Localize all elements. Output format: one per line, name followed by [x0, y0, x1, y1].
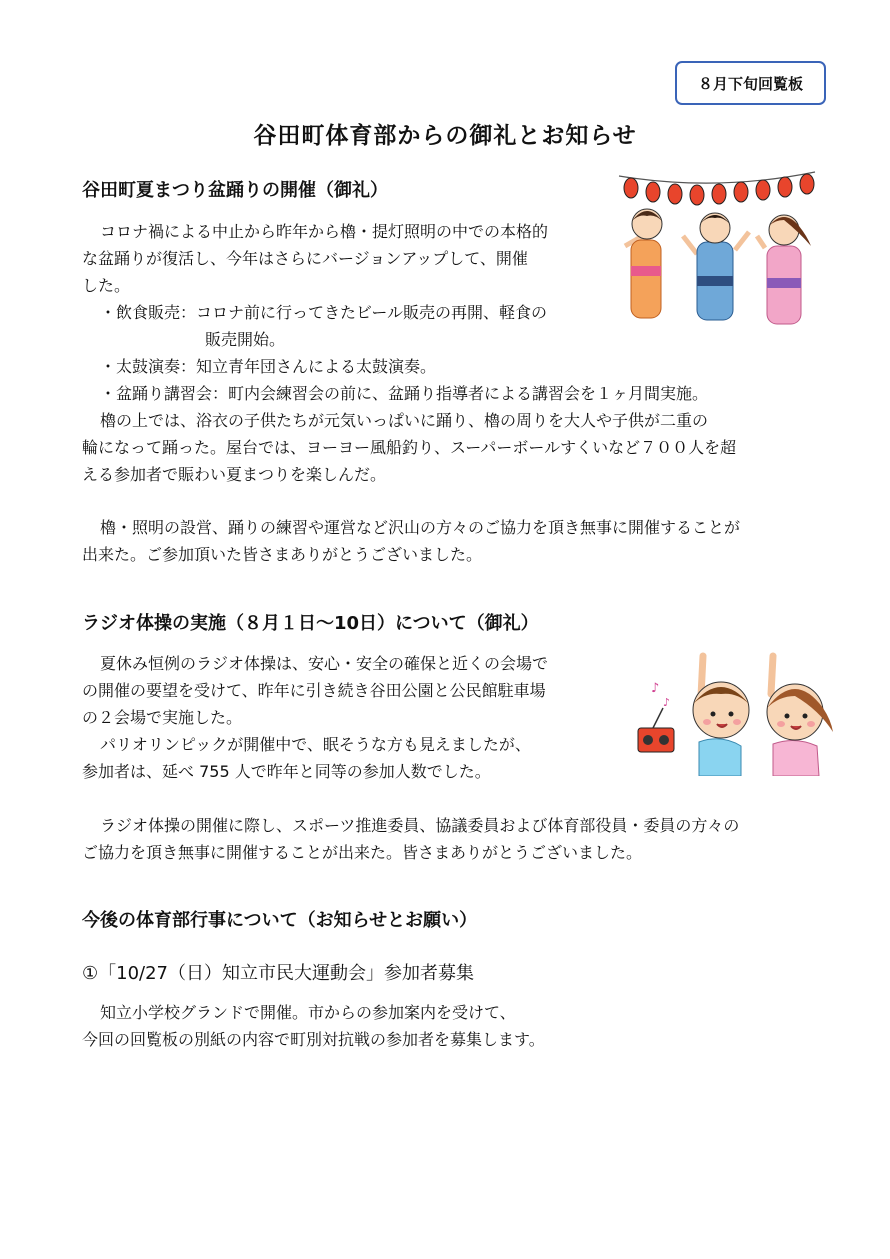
section1-line: な盆踊りが復活し、今年はさらにバージョンアップして、開催: [82, 249, 528, 268]
section1-line: ・飲食販売：コロナ前に行ってきたビール販売の再開、軽食の: [100, 303, 548, 322]
section3-heading: 今後の体育部行事について（お知らせとお願い）: [82, 910, 478, 931]
section2-heading: ラジオ体操の実施（８月１日～10日）について（御礼）: [82, 613, 539, 634]
section3-line: 知立小学校グランドで開催。市からの参加案内を受けて、: [100, 1003, 516, 1022]
section1-line: 出来た。ご参加頂いた皆さまありがとうございました。: [82, 545, 483, 564]
bon-odori-dancers-illustration: [617, 166, 817, 331]
section2-line: の２会場で実施した。: [82, 708, 243, 727]
section1-line: 販売開始。: [205, 330, 286, 349]
section3-item1: ①「10/27（日）知立市民大運動会」参加者募集: [82, 963, 475, 984]
section2-line: の開催の要望を受けて、昨年に引き続き谷田公園と公民館駐車場: [82, 681, 546, 700]
section1-line: ・盆踊り講習会：町内会練習会の前に、盆踊り指導者による講習会を１ヶ月間実施。: [100, 384, 709, 403]
section1-line: 櫓・照明の設営、踊りの練習や運営など沢山の方々のご協力を頂き無事に開催することが: [100, 518, 741, 537]
section2-line: ラジオ体操の開催に際し、スポーツ推進委員、協議委員および体育部役員・委員の方々の: [100, 816, 740, 835]
section2-line: ご協力を頂き無事に開催することが出来た。皆さまありがとうございました。: [82, 843, 643, 862]
section2-line: 参加者は、延べ 755 人で昨年と同等の参加人数でした。: [82, 762, 491, 781]
section3-line: 今回の回覧板の別紙の内容で町別対抗戦の参加者を募集します。: [82, 1030, 545, 1049]
section2-line: パリオリンピックが開催中で、眠そうな方も見えましたが、: [100, 735, 531, 754]
svg-text:♪: ♪: [663, 696, 671, 709]
radio-exercise-kids-illustration: [633, 646, 838, 776]
section1-heading: 谷田町夏まつり盆踊りの開催（御礼）: [82, 180, 388, 201]
section1-line: 輪になって踊った。屋台では、ヨーヨー風船釣り、スーパーボールすくいなど７００人を超: [82, 438, 737, 457]
page-title: 谷田町体育部からの御礼とお知らせ: [253, 123, 637, 149]
section1-line: える参加者で賑わい夏まつりを楽しんだ。: [82, 465, 387, 484]
svg-text:♪: ♪: [651, 681, 660, 696]
section2-line: 夏休み恒例のラジオ体操は、安心・安全の確保と近くの会場で: [100, 654, 549, 673]
section1-line: コロナ禍による中止から昨年から櫓・提灯照明の中での本格的: [100, 222, 549, 241]
section1-line: した。: [82, 276, 131, 295]
section1-line: ・太鼓演奏：知立青年団さんによる太鼓演奏。: [100, 357, 437, 376]
section1-line: 櫓の上では、浴衣の子供たちが元気いっぱいに踊り、櫓の周りを大人や子供が二重の: [100, 411, 709, 430]
circular-badge: ８月下旬回覧板: [675, 61, 826, 105]
